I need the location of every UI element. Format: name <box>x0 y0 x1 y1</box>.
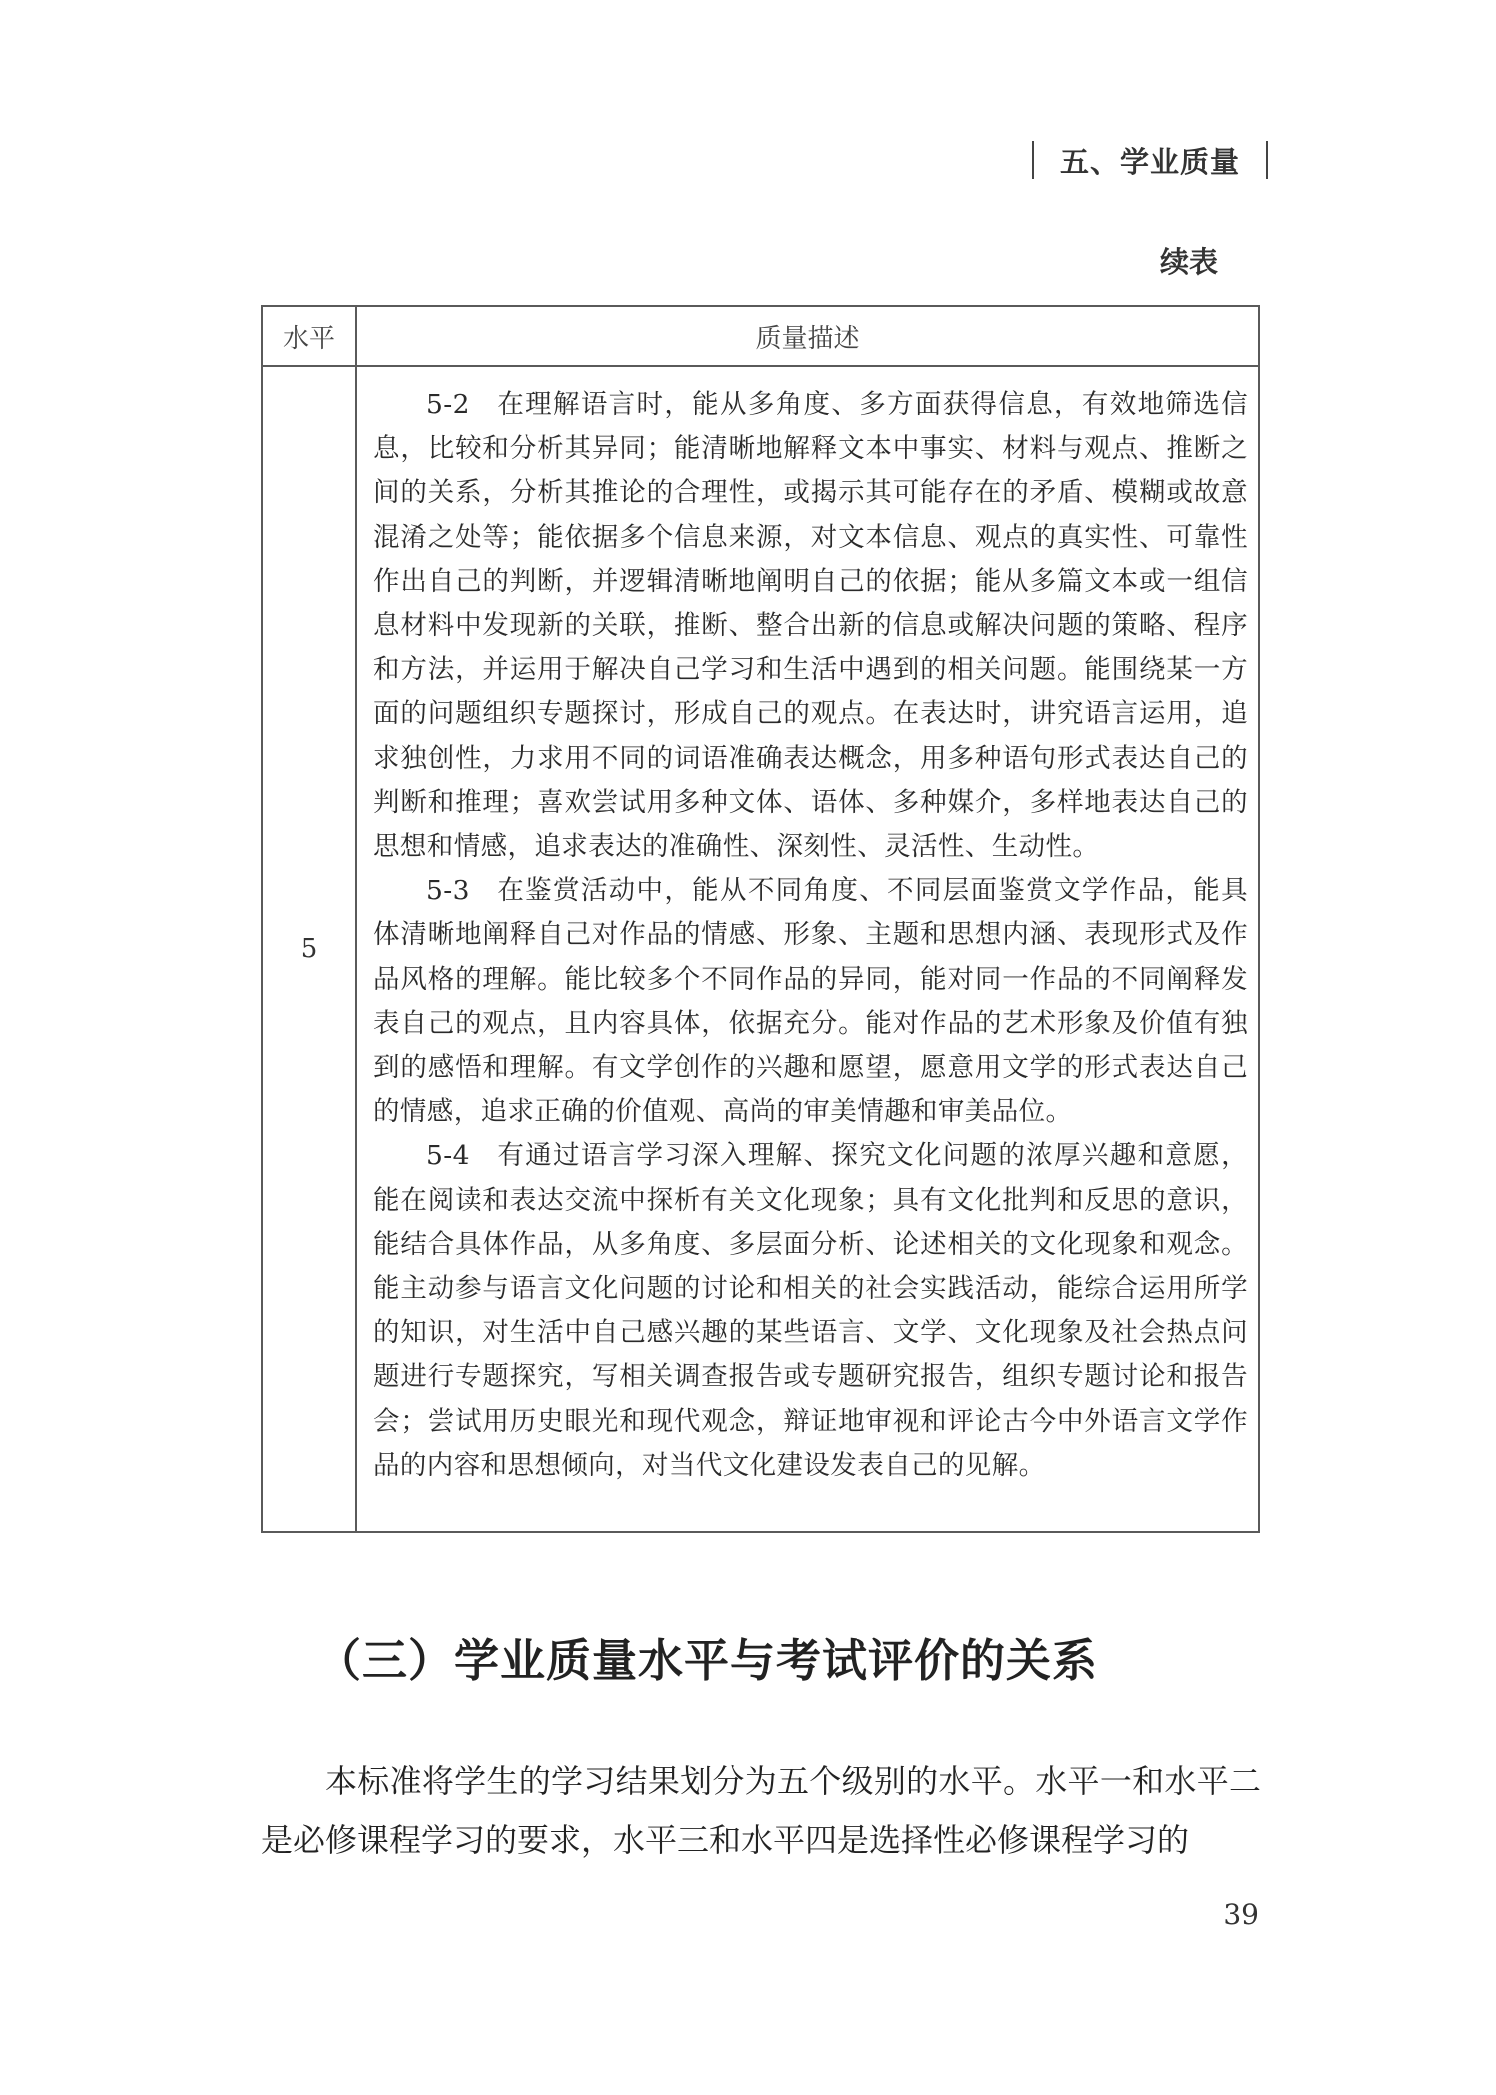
running-header-title: 五、学业质量 <box>1059 144 1240 179</box>
level-cell: 5 <box>262 366 356 1532</box>
quality-description-5-3 <box>373 869 1248 1134</box>
section-heading: （三）学业质量水平与考试评价的关系 <box>316 1634 1099 1687</box>
running-header <box>1032 138 1268 182</box>
continued-label: 续表 <box>1159 245 1218 279</box>
quality-description-5-2 <box>373 383 1248 869</box>
table-row <box>262 366 1259 1532</box>
item-code: 5-3 <box>426 875 470 907</box>
quality-table <box>261 305 1260 1533</box>
item-code: 5-4 <box>426 1140 470 1172</box>
page-number: 39 <box>1223 1898 1259 1931</box>
level-column-header: 水平 <box>262 306 356 366</box>
item-text: 在鉴赏活动中，能从不同角度、不同层面鉴赏文学作品，能具体清晰地阐释自己对作品的情感、形象、主题和思想内涵、表现形式及作品风格的理解。能比较多个不同作品的异同，能对同一作品的不同阐释发表自己的观点，且内容具体，依据充分。能对作品的艺术形象及价值有独到的感悟和理解。有文学创作的兴趣和愿望，愿意用文学的形式表达自己的情感，追求正确的价值观、高尚的审美情趣和审美品位。 <box>373 875 1248 1128</box>
item-text: 在理解语言时，能从多角度、多方面获得信息，有效地筛选信息，比较和分析其异同；能清晰地解释文本中事实、材料与观点、推断之间的关系，分析其推论的合理性，或揭示其可能存在的矛盾、模糊或故意混淆之处等；能依据多个信息来源，对文本信息、观点的真实性、可靠性作出自己的判断，并逻辑清晰地阐明自己的依据；能从多篇文本或一组信息材料中发现新的关联，推断、整合出新的信息或解决问题的策略、程序和方法，并运用于解决自己学习和生活中遇到的相关问题。能围绕某一方面的问题组织专题探讨，形成自己的观点。在表达时，讲究语言运用，追求独创性，力求用不同的词语准确表达概念，用多种语句形式表达自己的判断和推理；喜欢尝试用多种文体、语体、多种媒介，多样地表达自己的思想和情感，追求表达的准确性、深刻性、灵活性、生动性。 <box>373 389 1248 863</box>
header-divider <box>1266 141 1268 179</box>
description-column-header: 质量描述 <box>356 306 1259 366</box>
description-cell <box>356 366 1259 1532</box>
quality-description-5-4 <box>373 1134 1248 1488</box>
item-text: 有通过语言学习深入理解、探究文化问题的浓厚兴趣和意愿，能在阅读和表达交流中探析有关文化现象；具有文化批判和反思的意识，能结合具体作品，从多角度、多层面分析、论述相关的文化现象和观念。能主动参与语言文化问题的讨论和相关的社会实践活动，能综合运用所学的知识，对生活中自己感兴趣的某些语言、文学、文化现象及社会热点问题进行专题探究，写相关调查报告或专题研究报告，组织专题讨论和报告会；尝试用历史眼光和现代观念，辩证地审视和评论古今中外语言文学作品的内容和思想倾向，对当代文化建设发表自己的见解。 <box>373 1140 1248 1481</box>
body-paragraph: 本标准将学生的学习结果划分为五个级别的水平。水平一和水平二是必修课程学习的要求，水平三和水平四是选择性必修课程学习的 <box>261 1762 1261 1859</box>
table-header-row <box>262 306 1259 366</box>
item-code: 5-2 <box>426 389 470 420</box>
